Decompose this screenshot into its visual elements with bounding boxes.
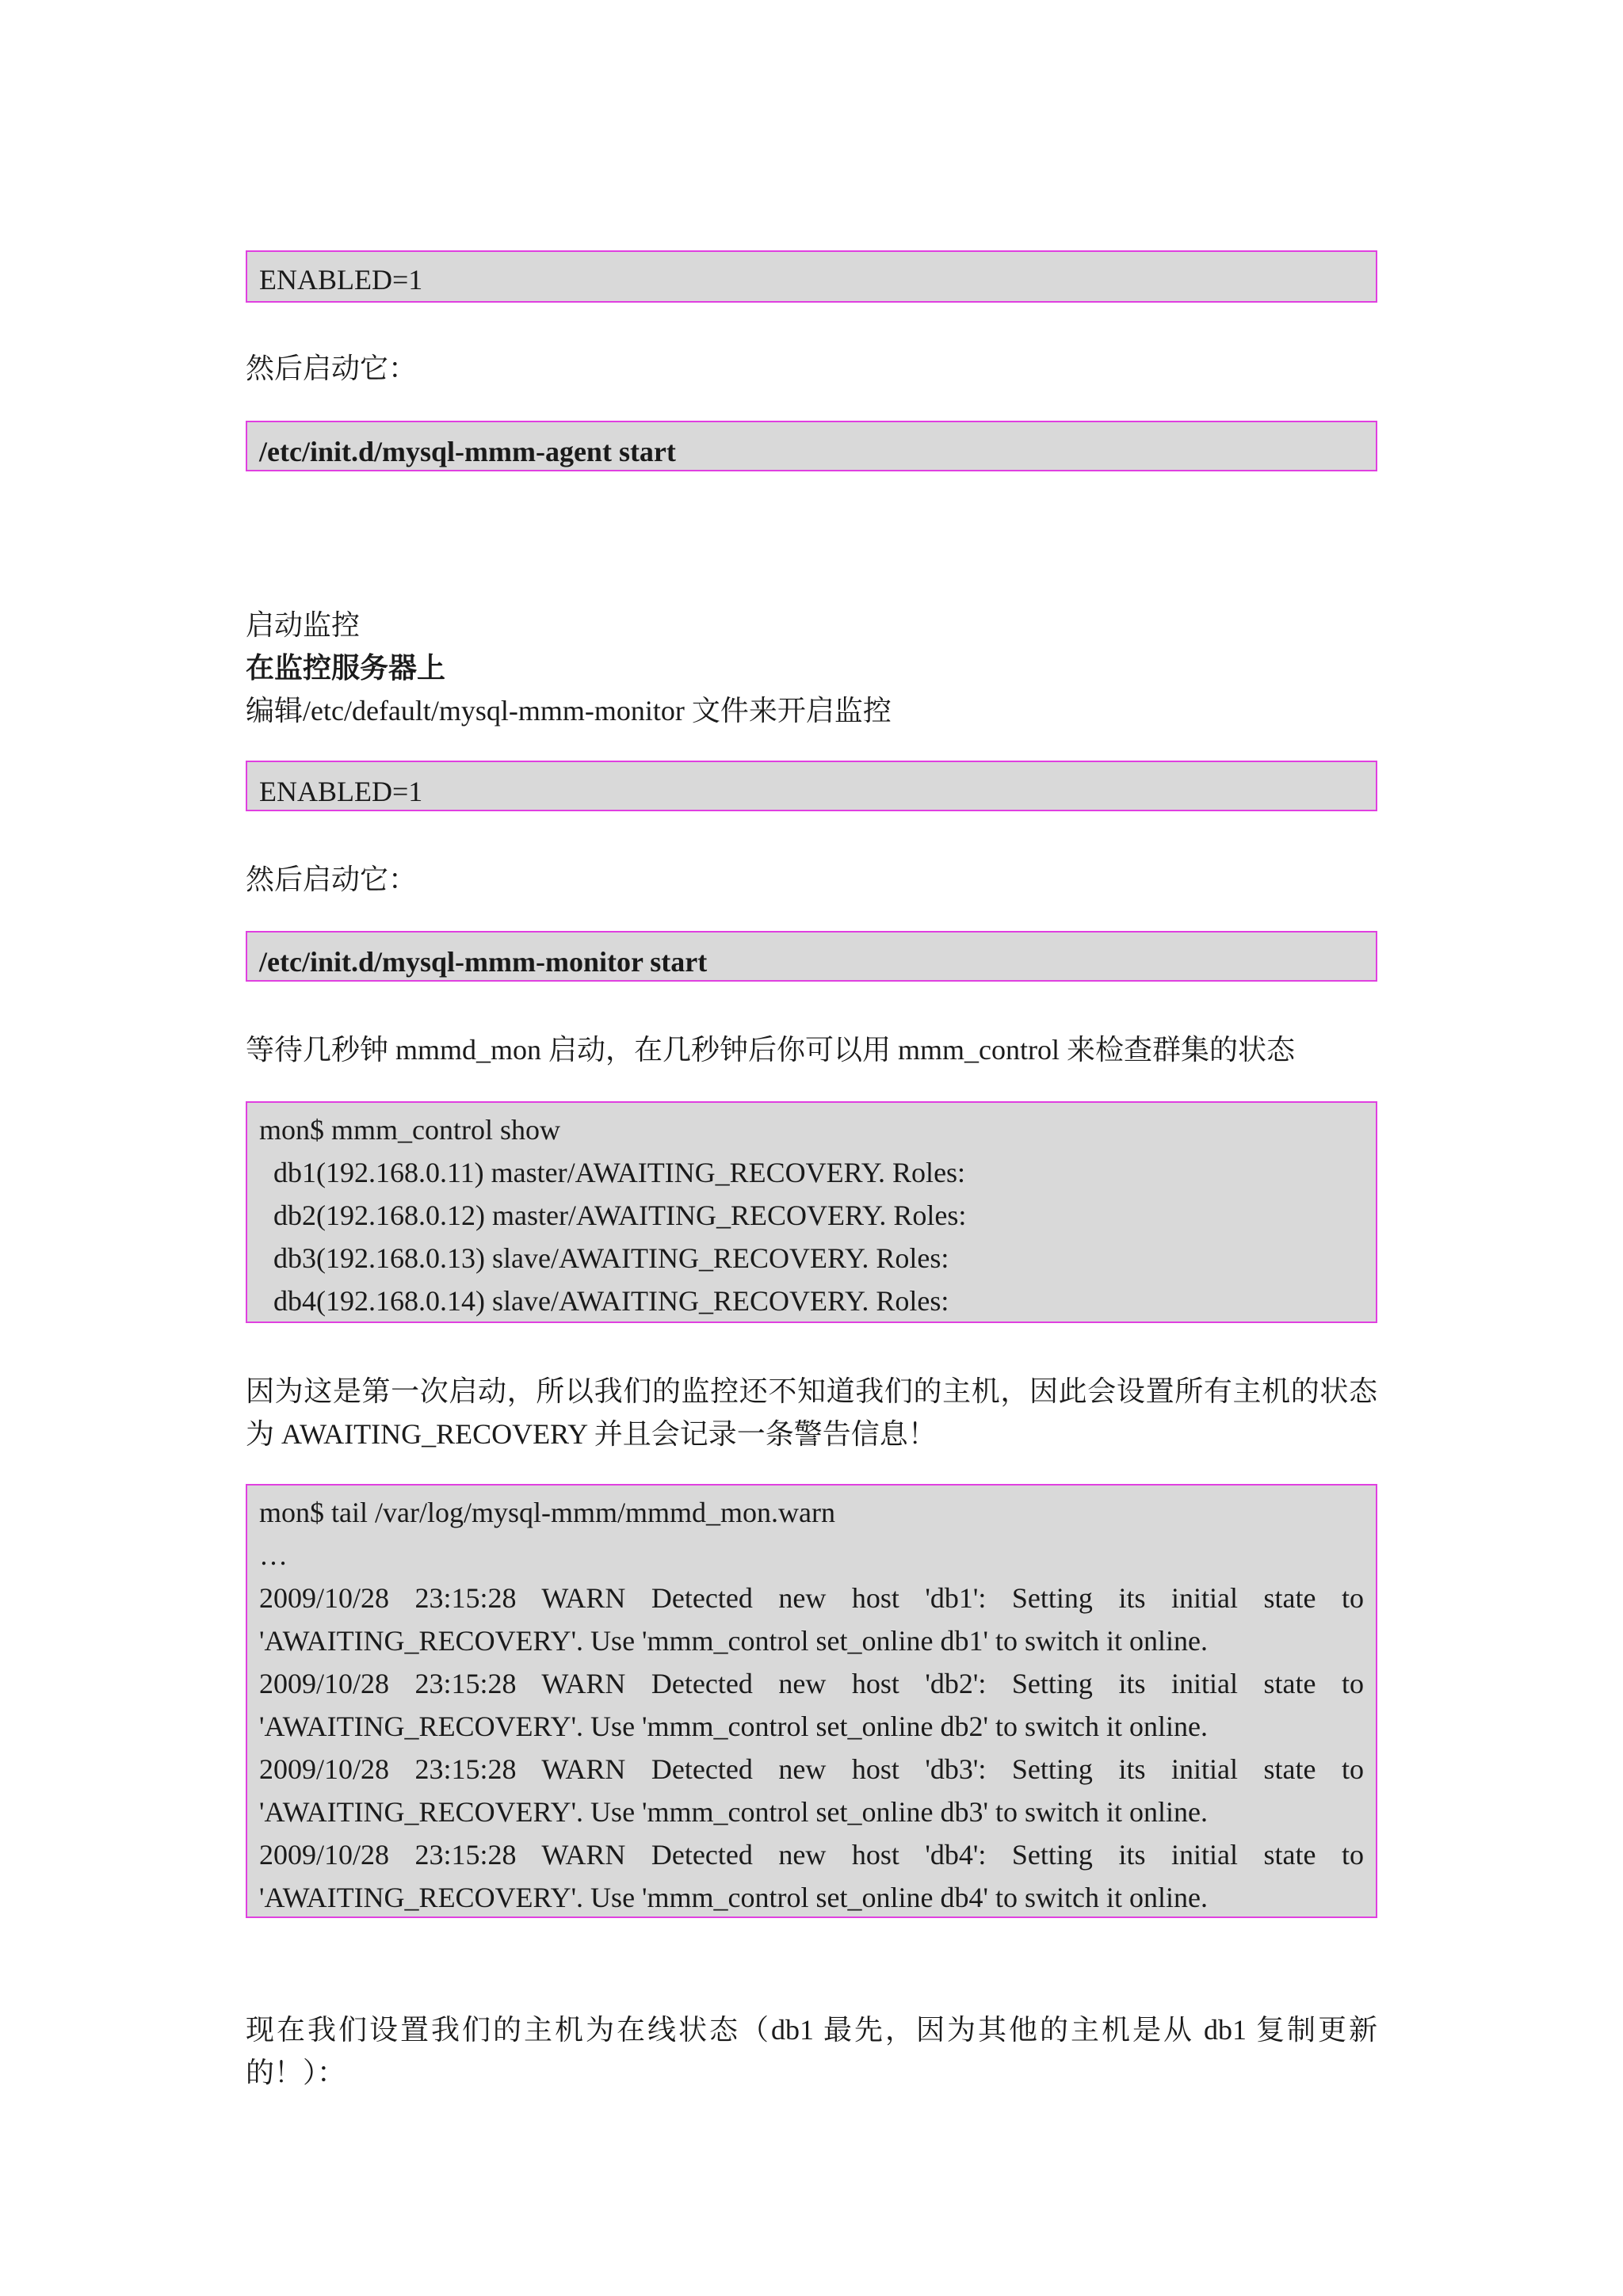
paragraph-line: 等待几秒钟 mmmd_mon 启动，在几秒钟后你可以用 mmm_control 来检查群集的状态 — [246, 1034, 1295, 1066]
wait-text — [246, 1028, 1377, 1071]
log-entry-line: 2009/10/28 23:15:28 WARN Detected new host 'db2': Setting its initial state to — [259, 1668, 1364, 1699]
first-start-explanation — [246, 1370, 1377, 1455]
code-line: db4(192.168.0.14) slave/AWAITING_RECOVERY. Roles: — [259, 1285, 949, 1317]
monitor-start-code-box — [246, 931, 1377, 982]
paragraph-line: 编辑/etc/default/mysql-mmm-monitor 文件来开启监控 — [246, 695, 892, 727]
paragraph-line: 现在我们设置我们的主机为在线状态（db1 最先，因为其他的主机是从 db1 复制更新 — [246, 2014, 1377, 2046]
code-line: db3(192.168.0.13) slave/AWAITING_RECOVERY. Roles: — [259, 1242, 949, 1274]
set-online-explanation — [246, 2008, 1377, 2094]
code-line: mon$ mmm_control show — [259, 1114, 560, 1146]
log-entry-line: 'AWAITING_RECOVERY'. Use 'mmm_control set_online db4' to switch it online. — [259, 1882, 1208, 1913]
then-start-text-2 — [246, 858, 1377, 901]
show-output-code-box — [246, 1101, 1377, 1323]
agent-start-code-box — [246, 421, 1377, 471]
code-line: db1(192.168.0.11) master/AWAITING_RECOVERY. Roles: — [259, 1157, 966, 1188]
warn-log-code-box — [246, 1484, 1377, 1918]
paragraph-line: 然后启动它： — [246, 864, 418, 895]
log-entry-line: 2009/10/28 23:15:28 WARN Detected new host 'db1': Setting its initial state to — [259, 1582, 1364, 1614]
paragraph-line: 为 AWAITING_RECOVERY 并且会记录一条警告信息！ — [246, 1418, 937, 1450]
code-line: db2(192.168.0.12) master/AWAITING_RECOVERY. Roles: — [259, 1199, 967, 1231]
code-line: … — [259, 1539, 288, 1571]
paragraph-line: 然后启动它： — [246, 353, 418, 384]
section-heading: 启动监控 — [246, 609, 361, 641]
log-entry-line: 2009/10/28 23:15:28 WARN Detected new host 'db4': Setting its initial state to — [259, 1839, 1364, 1871]
agent-enabled-code-box — [246, 250, 1377, 303]
start-monitor-section — [246, 604, 1377, 732]
code-line: mon$ tail /var/log/mysql-mmm/mmmd_mon.warn — [259, 1497, 835, 1528]
log-entry-line: 'AWAITING_RECOVERY'. Use 'mmm_control set_online db2' to switch it online. — [259, 1711, 1208, 1742]
code-line: /etc/init.d/mysql-mmm-agent start — [259, 436, 676, 467]
then-start-text — [246, 347, 1377, 390]
log-entry-line: 2009/10/28 23:15:28 WARN Detected new host 'db3': Setting its initial state to — [259, 1753, 1364, 1785]
monitor-enabled-code-box — [246, 761, 1377, 811]
code-line: ENABLED=1 — [259, 776, 423, 807]
log-entry-line: 'AWAITING_RECOVERY'. Use 'mmm_control set_online db3' to switch it online. — [259, 1796, 1208, 1828]
paragraph-line: 的！）： — [246, 2057, 346, 2088]
code-line: /etc/init.d/mysql-mmm-monitor start — [259, 946, 708, 978]
subheading: 在监控服务器上 — [246, 652, 446, 684]
log-entry-line: 'AWAITING_RECOVERY'. Use 'mmm_control set_online db1' to switch it online. — [259, 1625, 1208, 1657]
code-line: ENABLED=1 — [259, 264, 423, 296]
paragraph-line: 因为这是第一次启动，所以我们的监控还不知道我们的主机，因此会设置所有主机的状态 — [246, 1375, 1377, 1407]
